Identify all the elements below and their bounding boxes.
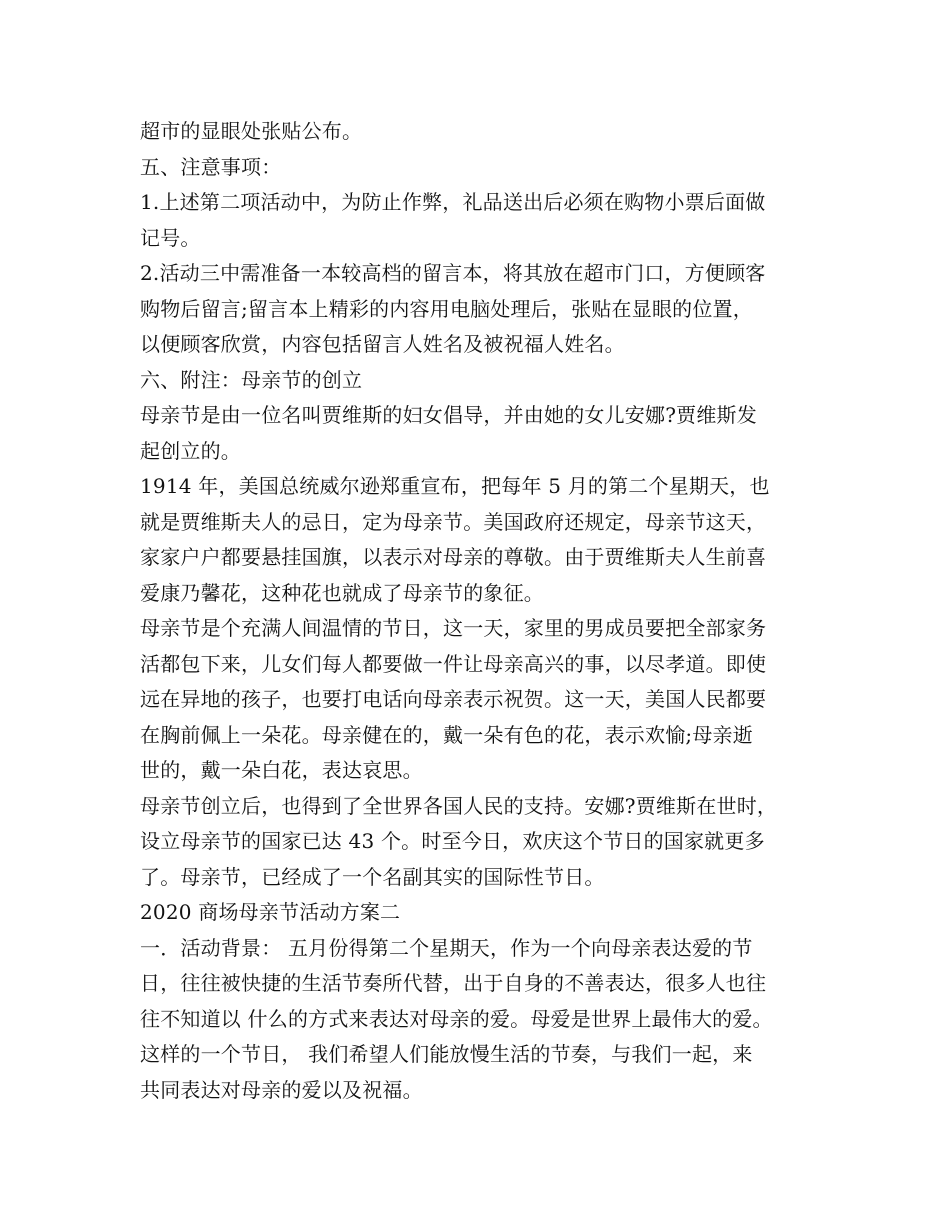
text-line: 就是贾维斯夫人的忌日，定为母亲节。美国政府还规定，母亲节这天， [140, 509, 767, 534]
text-line: 日，往往被快捷的生活节奏所代替，出于自身的不善表达，很多人也往 [140, 971, 767, 995]
text-line: 1.上述第二项活动中，为防止作弊，礼品送出后必须在购物小票后面做 [140, 190, 766, 214]
text-line: 这样的一个节日， 我们希望人们能放慢生活的节奏，与我们一起，来 [140, 1042, 753, 1066]
text-line: 起创立的。 [140, 438, 241, 463]
text-line: 往不知道以 什么的方式来表达对母亲的爱。母爱是世界上最伟大的爱。 [140, 1006, 773, 1031]
text-line: 以便顾客欣赏，内容包括留言人姓名及被祝福人姓名。 [140, 332, 625, 356]
text-line: 设立母亲节的国家已达 43 个。时至今日，欢庆这个节日的国家就更多 [140, 829, 765, 853]
text-line: 2.活动三中需准备一本较高档的留言本，将其放在超市门口，方便顾客 [140, 261, 766, 285]
text-line: 购物后留言;留言本上精彩的内容用电脑处理后，张贴在显眼的位置， [140, 296, 753, 321]
text-line: 超市的显眼处张贴公布。 [140, 119, 363, 143]
section-heading: 五、注意事项： [140, 154, 282, 179]
text-line: 了。母亲节，已经成了一个名副其实的国际性节日。 [140, 864, 605, 889]
text-line: 记号。 [140, 225, 201, 250]
text-line: 一．活动背景： 五月份得第二个星期天，作为一个向母亲表达爱的节 [140, 935, 753, 960]
text-line: 爱康乃馨花，这种花也就成了母亲节的象征。 [140, 580, 544, 605]
section-heading: 六、附注：母亲节的创立 [140, 367, 363, 392]
text-line: 活都包下来，儿女们每人都要做一件让母亲高兴的事，以尽孝道。即使 [140, 651, 767, 676]
text-line: 母亲节创立后，也得到了全世界各国人民的支持。安娜?贾维斯在世时， [140, 793, 778, 818]
text-line: 世的，戴一朵白花，表达哀思。 [140, 758, 423, 782]
text-line: 远在异地的孩子，也要打电话向母亲表示祝贺。这一天，美国人民都要 [140, 687, 767, 711]
text-line: 1914 年，美国总统威尔逊郑重宣布，把每年 5 月的第二个星期天，也 [140, 474, 770, 498]
text-line: 母亲节是个充满人间温情的节日，这一天，家里的男成员要把全部家务 [140, 616, 767, 640]
text-line: 家家户户都要悬挂国旗，以表示对母亲的尊敬。由于贾维斯夫人生前喜 [140, 545, 767, 569]
section-title: 2020 商场母亲节活动方案二 [140, 900, 401, 924]
text-line: 母亲节是由一位名叫贾维斯的妇女倡导，并由她的女儿安娜?贾维斯发 [140, 403, 757, 427]
document-body [140, 114, 830, 1108]
text-line: 在胸前佩上一朵花。母亲健在的，戴一朵有色的花，表示欢愉;母亲逝 [140, 722, 753, 747]
text-line: 共同表达对母亲的爱以及祝福。 [140, 1077, 423, 1102]
